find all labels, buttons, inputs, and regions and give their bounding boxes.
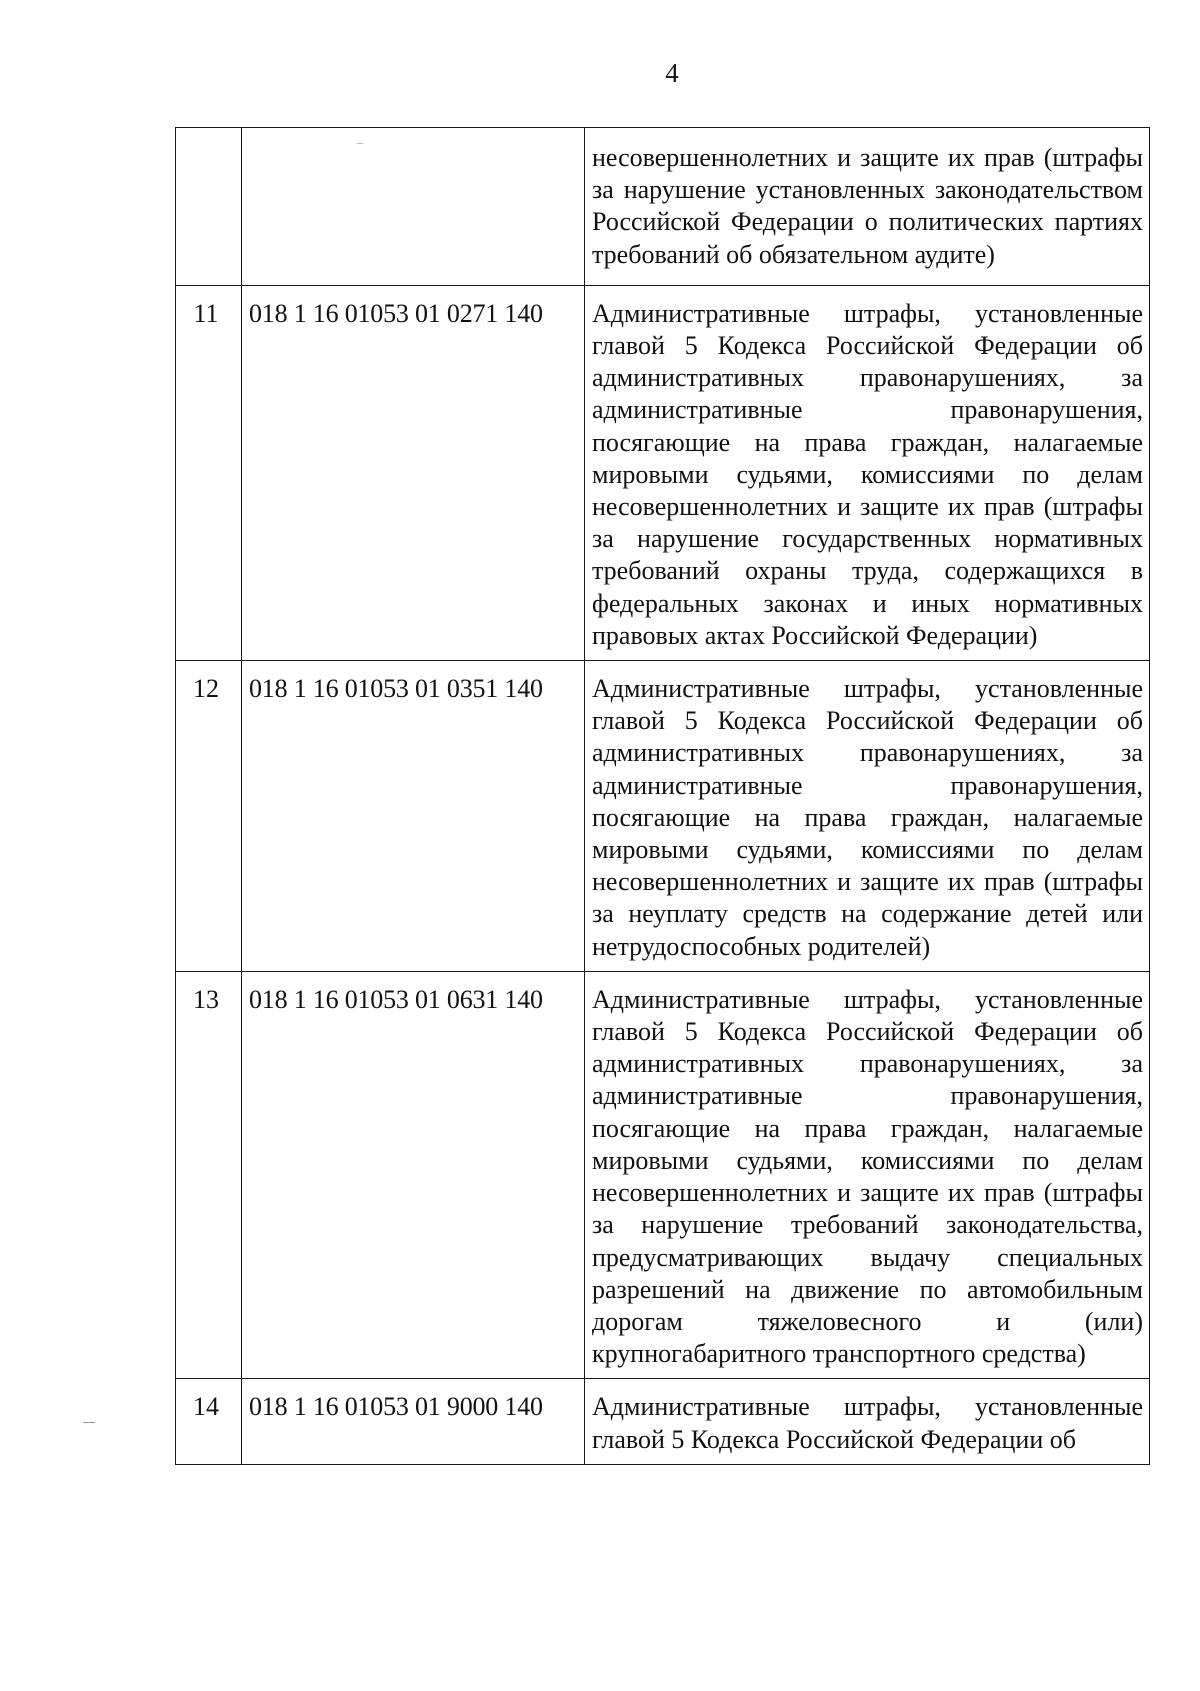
table-row [176,1379,1150,1464]
table-row [176,971,1150,1378]
row-description: несовершеннолетних и защите их прав (штрафы за нарушение установленных законодательством Российской Федерации о политических партиях требований об обязательном аудите) [585,128,1150,286]
row-number: 11 [176,285,242,660]
budget-code [242,128,585,286]
row-description: Административные штрафы, установленные главой 5 Кодекса Российской Федерации об [585,1379,1150,1464]
table-row [176,661,1150,972]
row-description: Административные штрафы, установленные главой 5 Кодекса Российской Федерации об административных правонарушениях, за административные правонарушения, посягающие на права граждан, налагаемые мировыми судьями, комиссиями по делам несовершеннолетних и защите их прав (штрафы за неуплату средств на содержание детей или нетрудоспособных родителей) [585,661,1150,972]
row-number: 14 [176,1379,242,1464]
row-description: Административные штрафы, установленные главой 5 Кодекса Российской Федерации об административных правонарушениях, за административные правонарушения, посягающие на права граждан, налагаемые мировыми судьями, комиссиями по делам несовершеннолетних и защите их прав (штрафы за нарушение требований законодательства, предусматривающих выдачу специальных разрешений на движение по автомобильным дорогам тяжеловесного и (или) крупногабаритного транспортного средства) [585,971,1150,1378]
scan-speck [83,1422,95,1423]
row-description: Административные штрафы, установленные главой 5 Кодекса Российской Федерации об административных правонарушениях, за административные правонарушения, посягающие на права граждан, налагаемые мировыми судьями, комиссиями по делам несовершеннолетних и защите их прав (штрафы за нарушение государственных нормативных требований охраны труда, содержащихся в федеральных законах и иных нормативных правовых актах Российской Федерации) [585,285,1150,660]
budget-codes-table [175,127,1150,1465]
row-number [176,128,242,286]
budget-code: 018 1 16 01053 01 9000 140 [242,1379,585,1464]
table-row [176,285,1150,660]
budget-code: 018 1 16 01053 01 0271 140 [242,285,585,660]
row-number: 12 [176,661,242,972]
page-number: 4 [665,58,679,88]
row-number: 13 [176,971,242,1378]
budget-code: 018 1 16 01053 01 0351 140 [242,661,585,972]
table-row [176,128,1150,286]
budget-code: 018 1 16 01053 01 0631 140 [242,971,585,1378]
